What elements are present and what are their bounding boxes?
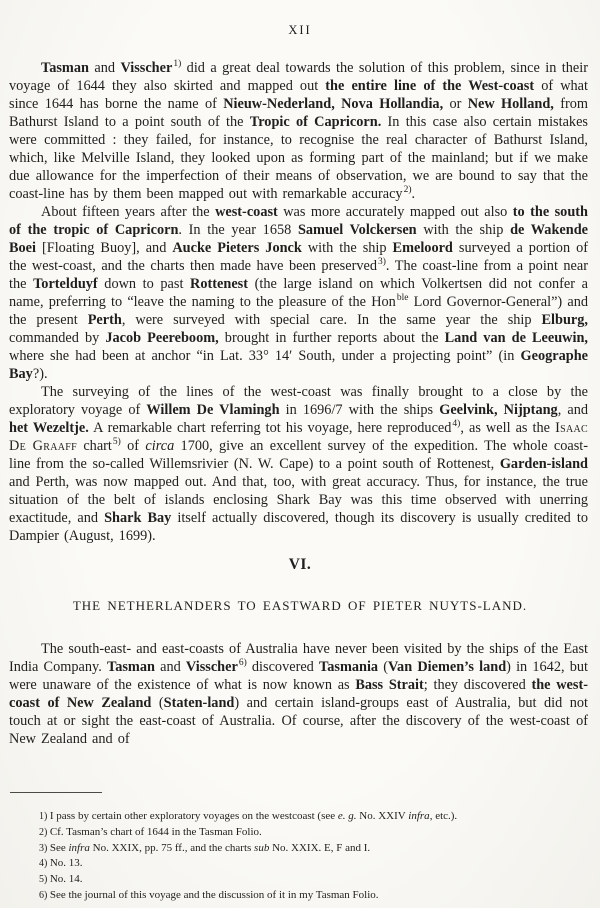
footnotes-block [39,809,588,904]
text-run: Samuel Volckersen [297,222,417,238]
text-run: surveyed a portion of the west-coast, and the charts then made have been preserved [9,240,588,274]
chapter-title: THE NETHERLANDERS TO EASTWARD OF PIETER NUYTS-LAND. [72,598,528,613]
text-run: Geelvink, Nijptang [439,402,558,418]
footnote-separator [10,792,102,793]
text-run: the west-coast of New Zealand [9,677,588,711]
text-run: infra [408,810,430,822]
text-run: 4) [452,419,461,430]
text-run: ) and certain island-groups east of Australia, but did not touch at or sight the east-coast of Australia. Of course, after the discovery of the west-coast of New Zealand and of [9,695,588,747]
text-run: 2) [403,185,412,196]
text-run: . [411,186,416,202]
text-run: Tasmania [319,659,379,675]
page-number: XII [288,23,312,37]
text-run: Shark Bay [104,510,172,526]
text-run: with the ship [301,240,393,256]
text-run: or [443,96,468,112]
text-run: No. 14. [49,873,83,886]
text-run: . In the year 1658 [178,222,298,238]
text-run: . The coast-line from a point near the [9,258,588,292]
text-run: Tasman [106,659,155,675]
text-run: (the large island on which Volkertsen did not confer a name, preferring to “leave the naming to the pleasure of the Hon [9,276,588,310]
text-run: Tasman [41,60,89,76]
text-run: Perth [87,312,122,328]
text-run: of what since 1644 has borne the name of [9,78,588,112]
text-run: ) in 1642, but were unaware of the existence of what is now known as [9,659,588,693]
text-run: The south-east- and east-coasts of Australia have never been visited by the ships of the East India Company. [9,641,588,675]
text-run: in 1696/7 with the ships [279,402,440,418]
text-run: ?). [32,366,48,382]
text-run: No. 13. [49,857,83,870]
text-run: discovered [246,659,320,675]
text-run: 1700, give an excellent survey of the expedition. The whole coast-line from the so-called Willemsrivier (N. W. Cape) to a point south of Rottenest, [9,438,589,472]
text-run: Aucke Pieters Jonck [172,240,302,256]
text-run: chart [77,438,112,454]
footnote [39,888,588,904]
text-run: and Perth, was now mapped out. And that, too, with great accuracy. Thus, for instance, the true situation of the belt of islands enclosing Shark Bay was this time observed with unerring exactitude, and [9,474,588,526]
text-run: Lord Governor-General”) and the present [9,294,588,328]
footnote-marker: 3) [39,842,50,854]
text-run: de Wakende Boei [9,222,588,256]
text-run: infra [68,841,90,854]
footnote [39,825,588,841]
footnote-marker: 5) [39,874,50,886]
text-run: Garden-island [499,456,588,472]
paragraph [9,383,588,545]
text-run: Isaac De Graaff [9,420,589,454]
text-run: e. g. [337,810,357,822]
paragraph [9,640,588,748]
text-run: Visscher [120,60,173,76]
text-run: Geographe Bay [9,348,588,382]
main-text-block [9,59,588,545]
text-run: 6) [238,658,247,669]
text-run: Jacob Peereboom, [105,330,219,346]
text-run: itself actually discovered, though its discovery is usually credited to Dampier (August, 1699). [9,510,588,544]
text-run: 3) [378,257,386,268]
text-run: , were surveyed with special care. In the same year the ship [121,312,542,328]
text-run: , as well as the [460,420,556,436]
text-run: , etc.). [429,810,458,822]
text-run: brought in further reports about the [218,330,445,346]
text-run: circa [145,438,175,454]
text-run: het Wezeltje. [9,420,89,436]
text-run: where she had been at anchor “in Lat. 33° 14′ South, under a projecting point” (in [9,348,521,364]
footnote [39,872,588,888]
chapter-number: VI. [288,556,312,573]
text-run: with the ship [416,222,511,238]
text-run: Nieuw-Nederland, Nova Hollandia, [223,96,444,112]
text-run: New Holland, [467,96,554,112]
text-run: 5) [112,437,121,448]
footnote [39,856,588,872]
text-run: Bass Strait [355,677,424,693]
text-run: from Bathurst Island to a point south of the [9,96,589,130]
text-run: the entire line of the West-coast [325,78,535,94]
text-run: See the journal of this voyage and the discussion of it in my Tasman Folio. [49,888,379,901]
text-run: to the south of the tropic of Capricorn [9,204,588,238]
text-run: Visscher [185,659,238,675]
text-run: of [120,438,146,454]
text-run: and [88,60,121,76]
text-run: No. XXIX. E, F and I. [269,841,371,854]
footnote [39,809,588,825]
text-run: did a great deal towards the solution of this problem, since in their voyage of 1644 they also skirted and mapped out [9,60,588,94]
chapter-text-block [9,640,588,748]
footnote-marker: 1) [39,811,50,822]
page-footer [0,792,600,904]
text-run: No. XXIV [356,810,409,822]
text-run: Staten-land [163,695,235,711]
text-run: ; they discovered [423,677,532,693]
text-run: ( [378,659,389,675]
text-run: The surveying of the lines of the west-coast was finally brought to a close by the exploratory voyage of [9,384,588,418]
text-run: ( [151,695,164,711]
text-run: I pass by certain other exploratory voyages on the westcoast (see [49,810,338,822]
text-run: 1) [173,59,182,70]
text-run: Emeloord [392,240,453,256]
footnote [39,841,588,857]
text-run: Elburg, [541,312,588,328]
text-run: See [49,841,69,854]
text-run: Van Diemen’s land [388,659,507,675]
text-run: Cf. Tasman’s chart of 1644 in the Tasman Folio. [49,825,262,838]
footnote-marker: 6) [39,889,50,901]
text-run: [Floating Buoy], and [36,240,173,256]
paragraph [9,59,588,203]
text-run: Tortelduyf [33,276,98,292]
text-run: In this case also certain mistakes were committed : they failed, for instance, to recognise the real character of Bathurst Island, which, like Melville Island, they looked upon as forming part of the mainland; but if we make due allowance for the imperfection of their means of observation, we are bound to say that the coast-line has by them been mapped out with remarkable accuracy [9,114,588,202]
text-run: down to past [97,276,191,292]
text-run: west-coast [215,204,278,220]
footnote-marker: 4) [39,858,50,870]
text-run: No. XXIX, pp. 75 ff., and the charts [89,841,255,854]
text-run: , and [557,402,589,418]
text-run: sub [254,841,270,854]
text-run: Willem De Vlamingh [146,402,280,418]
text-run: and [154,659,186,675]
paragraph [9,203,588,383]
text-run: About fifteen years after the [41,204,216,220]
text-run: was more accurately mapped out also [277,204,513,220]
text-run: ble [396,293,409,304]
text-run: Tropic of Capricorn. [249,114,382,130]
text-run: Rottenest [190,276,248,292]
footnote-marker: 2) [39,826,50,838]
text-run: commanded by [9,330,106,346]
text-run: Land van de Leeuwin, [444,330,588,346]
text-run: A remarkable chart referring tot his voyage, here reproduced [88,420,452,436]
